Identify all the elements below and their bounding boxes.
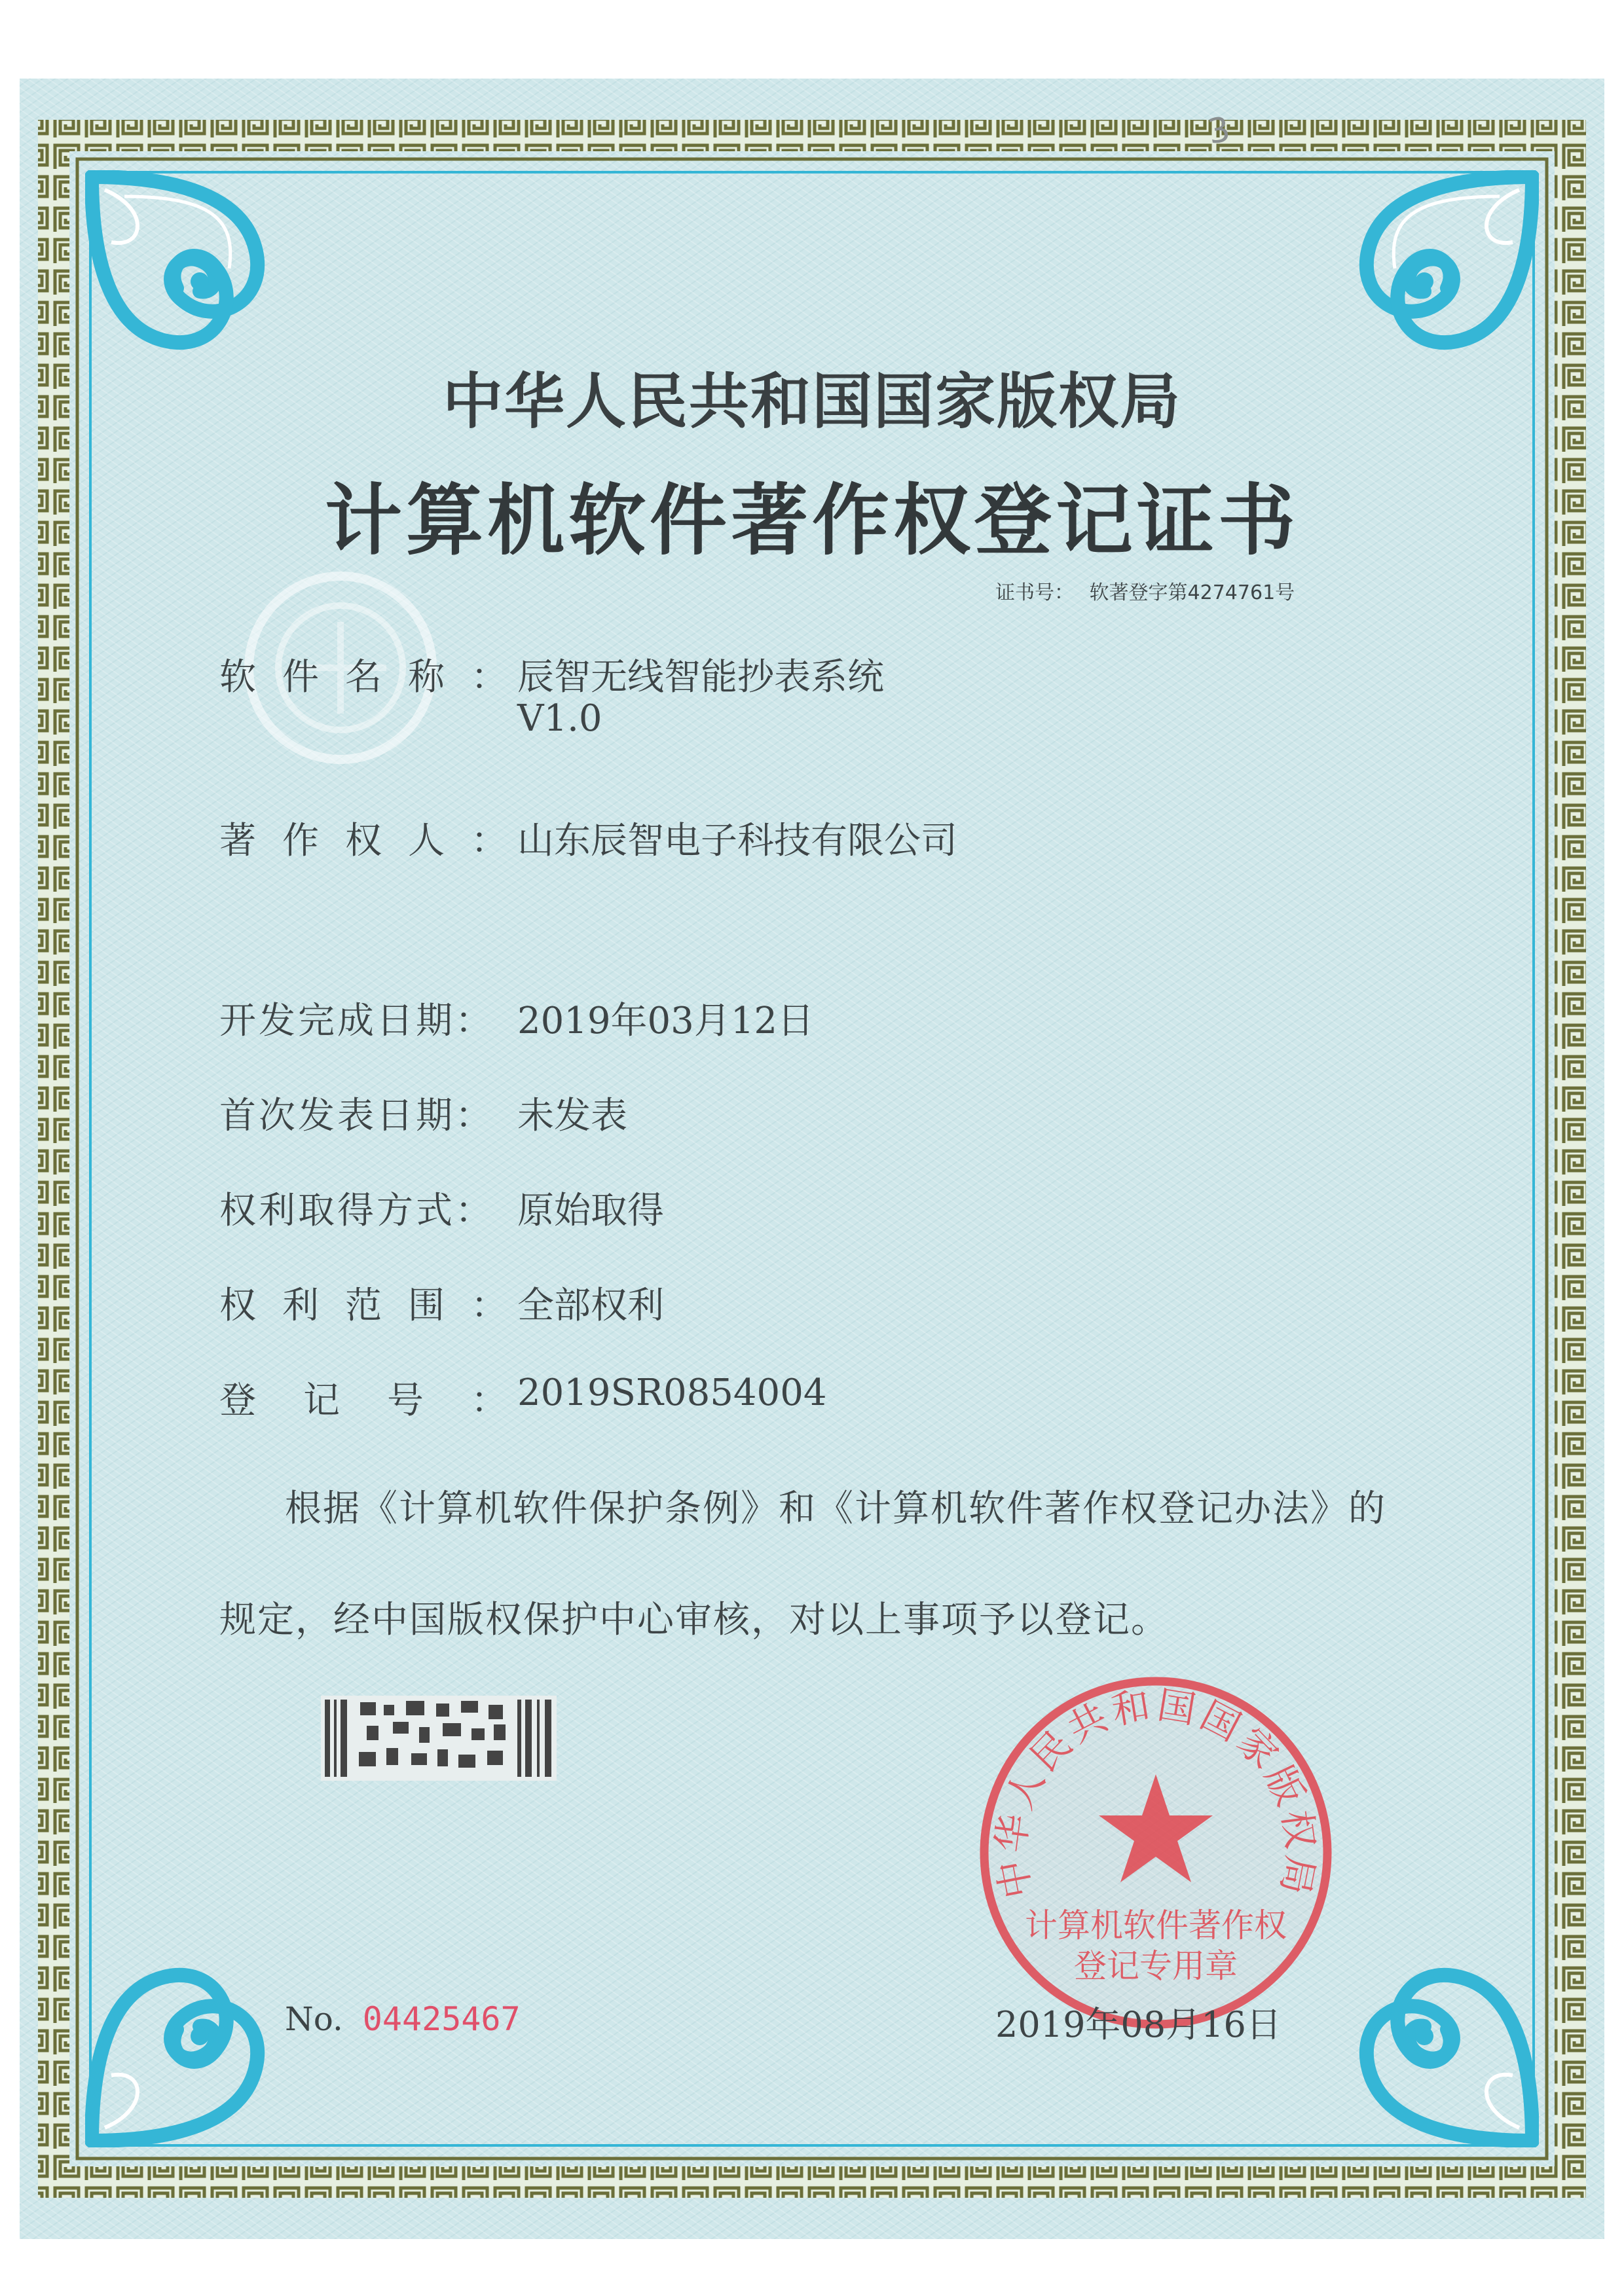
rights-acquisition-label: 权利取得方式： (219, 1190, 494, 1232)
serial-number (285, 2000, 521, 2038)
statement-line-1: 根据《计算机软件保护条例》和《计算机软件著作权登记办法》的 (285, 1487, 1386, 1530)
copyright-owner-label: 著 作 权 人 ： (219, 820, 507, 862)
certificate-number (995, 576, 1295, 605)
rights-scope-label: 权 利 范 围 ： (219, 1285, 507, 1327)
serial-prefix: No. (285, 2000, 343, 2038)
certificate-number-label: 证书号： (995, 581, 1074, 604)
seal-line-1: 计算机软件著作权 (1025, 1906, 1287, 1944)
first-publish-date-value: 未发表 (517, 1095, 627, 1137)
certificate-number-value: 软著登字第4274761号 (1089, 581, 1295, 604)
authority-heading: 中华人民共和国国家版权局 (442, 366, 1181, 437)
seal-line-2: 登记专用章 (1074, 1947, 1238, 1985)
certificate-paper (20, 79, 1604, 2239)
issue-date: 2019年08月16日 (995, 2004, 1282, 2045)
dev-complete-date-label: 开发完成日期： (219, 1000, 494, 1042)
registration-no-label: 登 记 号 ： (219, 1379, 507, 1422)
software-name-label: 软 件 名 称 ： (219, 656, 507, 699)
seal-ring-text: 中华人民共和国国家版权局 (987, 1682, 1324, 1903)
rights-scope-value: 全部权利 (517, 1285, 664, 1327)
official-seal-icon (966, 1663, 1346, 2043)
software-name-value: 辰智无线智能抄表系统 (517, 656, 884, 699)
copyright-owner-value: 山东辰智电子科技有限公司 (517, 820, 957, 862)
rights-acquisition-value: 原始取得 (517, 1190, 664, 1232)
serial-value: 04425467 (362, 2000, 521, 2038)
dev-complete-date-value: 2019年03月12日 (517, 1000, 815, 1042)
statement-line-2: 规定，经中国版权保护中心审核，对以上事项予以登记。 (219, 1599, 1169, 1641)
barcode-icon (321, 1696, 557, 1781)
software-version-value: V1.0 (517, 697, 602, 740)
certificate-title: 计算机软件著作权登记证书 (324, 475, 1299, 566)
first-publish-date-label: 首次发表日期： (219, 1095, 494, 1137)
page-mark: 3 (1205, 109, 1234, 153)
registration-no-value: 2019SR0854004 (517, 1372, 827, 1414)
